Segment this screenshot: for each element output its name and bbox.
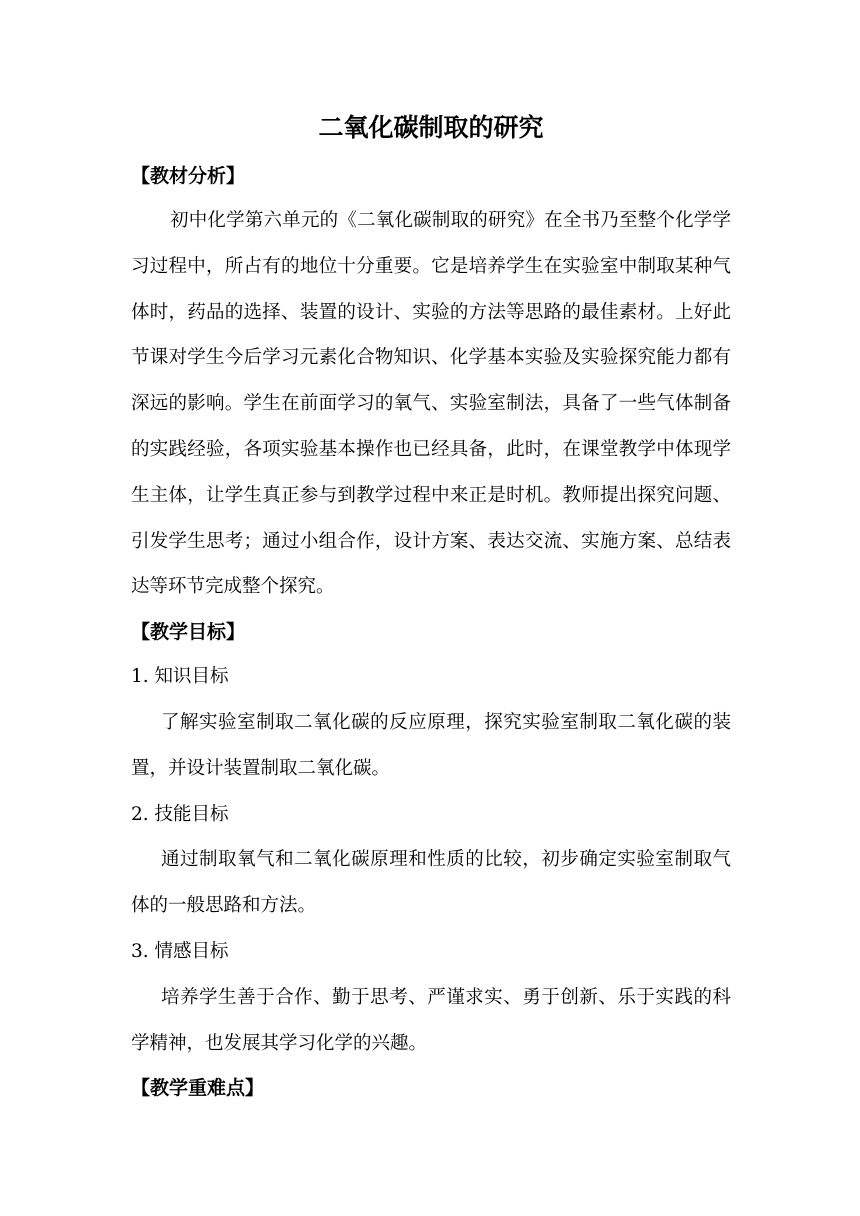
document-body	[131, 106, 731, 1110]
emotion-goal-title: 3. 情感目标	[131, 940, 229, 962]
emotion-goal-paragraph: 培养学生善于合作、勤于思考、严谨求实、勇于创新、乐于实践的科学精神，也发展其学习化学的兴趣。	[131, 986, 731, 1054]
document-title: 二氧化碳制取的研究	[318, 113, 544, 142]
section-heading-teaching-goals: 【教学目标】	[131, 621, 246, 644]
skill-goal-title: 2. 技能目标	[131, 803, 229, 825]
skill-goal-paragraph: 通过制取氧气和二氧化碳原理和性质的比较，初步确定实验室制取气体的一般思路和方法。	[131, 849, 731, 917]
section-heading-material-analysis: 【教材分析】	[131, 165, 246, 187]
section-heading-key-points: 【教学重难点】	[131, 1077, 265, 1100]
material-analysis-paragraph: 初中化学第六单元的《二氧化碳制取的研究》在全书乃至整个化学学习过程中，所占有的地位十分重要。它是培养学生在实验室中制取某种气体时，药品的选择、装置的设计、实验的方法等思路的最佳素材。上好此节课对学生今后学习元素化合物知识、化学基本实验及实验探究能力都有深远的影响。学生在前面学习的氧气、实验室制法，具备了一些气体制备的实践经验，各项实验基本操作也已经具备，此时，在课堂教学中体现学生主体，让学生真正参与到教学过程中来正是时机。教师提出探究问题、引发学生思考；通过小组合作，设计方案、表达交流、实施方案、总结表达等环节完成整个探究。	[131, 210, 731, 598]
knowledge-goal-title: 1. 知识目标	[131, 666, 229, 688]
knowledge-goal-paragraph: 了解实验室制取二氧化碳的反应原理，探究实验室制取二氧化碳的装置，并设计装置制取二氧化碳。	[131, 711, 731, 779]
